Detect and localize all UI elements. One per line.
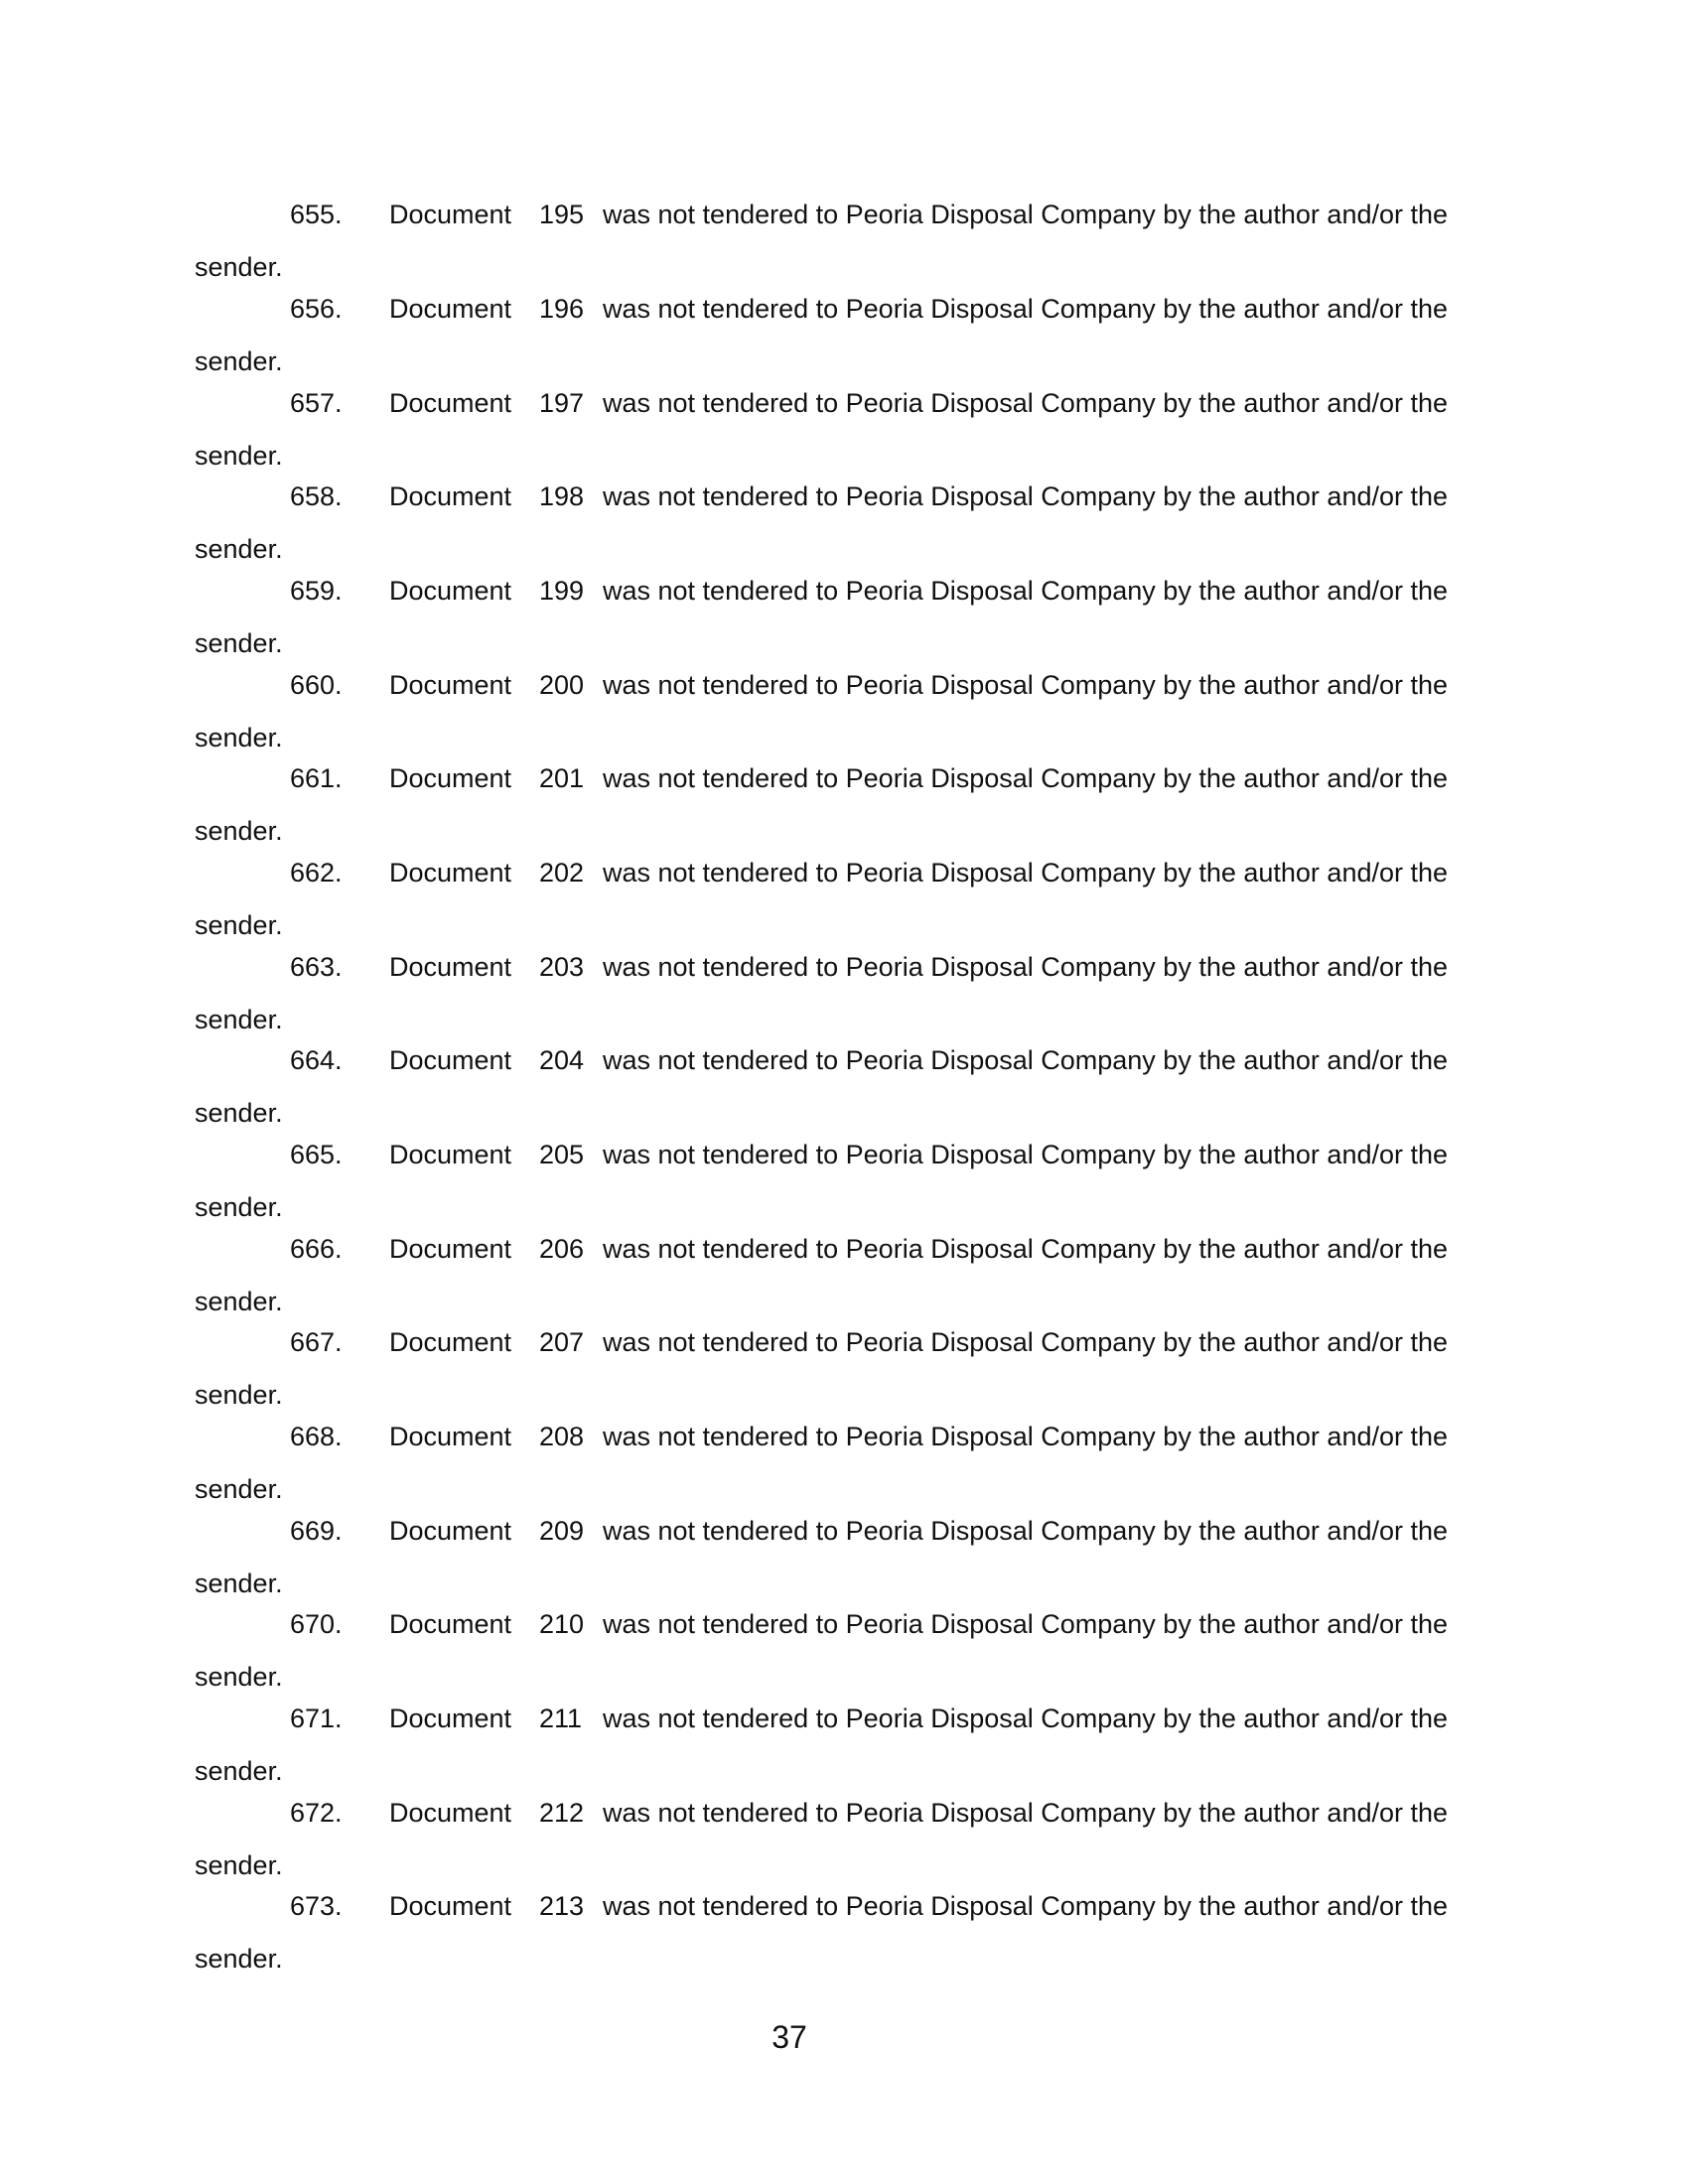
paragraph-text: was not tendered to Peoria Disposal Company by the author and/or the [603, 1891, 1449, 1921]
paragraph-661 [195, 765, 1475, 860]
paragraph-number: 666. [290, 1234, 343, 1264]
paragraph-continuation: sender. [195, 346, 283, 376]
paragraph-number: 656. [290, 294, 343, 324]
paragraph-666 [195, 1236, 1475, 1330]
paragraph-continuation: sender. [195, 1850, 283, 1880]
paragraph-number: 658. [290, 481, 343, 511]
document-number: 196 [539, 294, 585, 324]
paragraph-662 [195, 860, 1475, 954]
document-number: 213 [539, 1891, 585, 1921]
paragraph-continuation: sender. [195, 1756, 283, 1786]
document-label: Document [389, 1891, 512, 1921]
paragraph-667 [195, 1329, 1475, 1424]
document-number: 210 [539, 1609, 585, 1639]
paragraph-658 [195, 483, 1475, 578]
paragraph-continuation: sender. [195, 534, 283, 564]
paragraph-text: was not tendered to Peoria Disposal Company by the author and/or the [603, 1798, 1449, 1828]
paragraph-continuation: sender. [195, 1569, 283, 1598]
paragraph-664 [195, 1047, 1475, 1142]
document-number: 197 [539, 388, 585, 418]
document-number: 204 [539, 1045, 585, 1075]
document-label: Document [389, 858, 512, 887]
paragraph-number: 663. [290, 952, 343, 982]
paragraph-continuation: sender. [195, 910, 283, 940]
paragraph-text: was not tendered to Peoria Disposal Company by the author and/or the [603, 1327, 1449, 1357]
paragraph-continuation: sender. [195, 816, 283, 846]
paragraph-text: was not tendered to Peoria Disposal Company by the author and/or the [603, 1234, 1449, 1264]
paragraph-text: was not tendered to Peoria Disposal Company by the author and/or the [603, 952, 1449, 982]
paragraph-continuation: sender. [195, 1380, 283, 1410]
document-label: Document [389, 1704, 512, 1733]
paragraph-text: was not tendered to Peoria Disposal Company by the author and/or the [603, 200, 1449, 229]
document-number: 200 [539, 670, 585, 700]
paragraph-number: 661. [290, 763, 343, 793]
paragraph-number: 670. [290, 1609, 343, 1639]
document-number: 198 [539, 481, 585, 511]
paragraph-number: 671. [290, 1704, 343, 1733]
page-number: 37 [772, 2019, 807, 2055]
paragraph-657 [195, 390, 1475, 484]
paragraph-656 [195, 296, 1475, 390]
document-label: Document [389, 1327, 512, 1357]
document-number: 203 [539, 952, 585, 982]
paragraph-continuation: sender. [195, 1098, 283, 1128]
paragraph-670 [195, 1611, 1475, 1706]
paragraph-text: was not tendered to Peoria Disposal Company by the author and/or the [603, 670, 1449, 700]
document-label: Document [389, 388, 512, 418]
paragraph-655 [195, 202, 1475, 296]
paragraph-text: was not tendered to Peoria Disposal Company by the author and/or the [603, 1045, 1449, 1075]
paragraph-continuation: sender. [195, 441, 283, 471]
document-number: 207 [539, 1327, 585, 1357]
document-label: Document [389, 1422, 512, 1451]
paragraph-number: 667. [290, 1327, 343, 1357]
paragraph-number: 669. [290, 1516, 343, 1546]
document-number: 212 [539, 1798, 585, 1828]
paragraph-text: was not tendered to Peoria Disposal Company by the author and/or the [603, 1704, 1449, 1733]
document-label: Document [389, 481, 512, 511]
document-label: Document [389, 763, 512, 793]
document-label: Document [389, 670, 512, 700]
document-label: Document [389, 952, 512, 982]
paragraph-continuation: sender. [195, 1287, 283, 1316]
paragraph-continuation: sender. [195, 1944, 283, 1974]
document-number: 195 [539, 200, 585, 229]
document-number: 202 [539, 858, 585, 887]
paragraph-text: was not tendered to Peoria Disposal Company by the author and/or the [603, 1516, 1449, 1546]
paragraph-671 [195, 1706, 1475, 1800]
paragraph-668 [195, 1424, 1475, 1518]
paragraph-659 [195, 578, 1475, 672]
document-label: Document [389, 200, 512, 229]
paragraph-text: was not tendered to Peoria Disposal Company by the author and/or the [603, 763, 1449, 793]
paragraph-number: 673. [290, 1891, 343, 1921]
document-number: 211 [539, 1704, 583, 1733]
paragraph-660 [195, 672, 1475, 766]
paragraph-text: was not tendered to Peoria Disposal Company by the author and/or the [603, 481, 1449, 511]
paragraph-text: was not tendered to Peoria Disposal Company by the author and/or the [603, 294, 1449, 324]
paragraph-665 [195, 1142, 1475, 1236]
paragraph-672 [195, 1800, 1475, 1894]
paragraph-continuation: sender. [195, 1662, 283, 1692]
document-number: 209 [539, 1516, 585, 1546]
paragraph-number: 672. [290, 1798, 343, 1828]
document-label: Document [389, 1516, 512, 1546]
document-number: 205 [539, 1140, 585, 1169]
paragraph-text: was not tendered to Peoria Disposal Company by the author and/or the [603, 1609, 1449, 1639]
paragraph-number: 657. [290, 388, 343, 418]
paragraph-669 [195, 1518, 1475, 1612]
paragraph-continuation: sender. [195, 252, 283, 282]
paragraph-number: 665. [290, 1140, 343, 1169]
paragraph-continuation: sender. [195, 723, 283, 752]
paragraph-number: 668. [290, 1422, 343, 1451]
paragraph-continuation: sender. [195, 628, 283, 658]
paragraph-663 [195, 954, 1475, 1048]
paragraph-number: 659. [290, 576, 343, 606]
document-label: Document [389, 1234, 512, 1264]
document-number: 199 [539, 576, 585, 606]
document-label: Document [389, 576, 512, 606]
document-label: Document [389, 294, 512, 324]
paragraph-number: 660. [290, 670, 343, 700]
document-label: Document [389, 1045, 512, 1075]
paragraph-number: 664. [290, 1045, 343, 1075]
paragraph-text: was not tendered to Peoria Disposal Company by the author and/or the [603, 1140, 1449, 1169]
document-number: 206 [539, 1234, 585, 1264]
document-label: Document [389, 1609, 512, 1639]
paragraph-text: was not tendered to Peoria Disposal Company by the author and/or the [603, 388, 1449, 418]
paragraph-text: was not tendered to Peoria Disposal Company by the author and/or the [603, 576, 1449, 606]
document-number: 201 [539, 763, 585, 793]
paragraph-continuation: sender. [195, 1192, 283, 1222]
paragraph-number: 662. [290, 858, 343, 887]
document-label: Document [389, 1140, 512, 1169]
document-number: 208 [539, 1422, 585, 1451]
paragraph-continuation: sender. [195, 1005, 283, 1034]
paragraph-673 [195, 1893, 1475, 1987]
paragraph-text: was not tendered to Peoria Disposal Company by the author and/or the [603, 1422, 1449, 1451]
paragraph-text: was not tendered to Peoria Disposal Company by the author and/or the [603, 858, 1449, 887]
paragraph-continuation: sender. [195, 1474, 283, 1504]
document-label: Document [389, 1798, 512, 1828]
paragraph-number: 655. [290, 200, 343, 229]
